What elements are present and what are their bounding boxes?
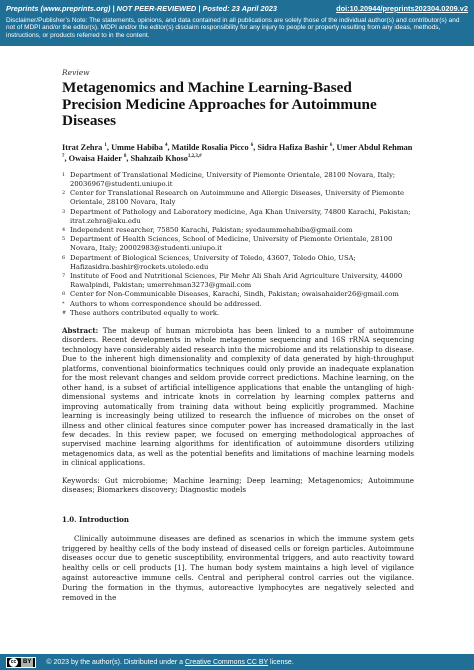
section-heading: 1.0. Introduction (62, 514, 129, 524)
author-affiliation-mark: 6 (329, 143, 333, 149)
author-affiliation-mark: 1,2,3,# (187, 154, 202, 160)
article-title: Metagenomics and Machine Learning-Based Precision Medicine Approaches for Autoimmune Diseases (62, 79, 377, 130)
abstract (62, 326, 414, 468)
affiliation-text: Center for Non-Communicable Diseases, Karachi, Sindh, Pakistan; owaisahaider26@gmail.com (70, 290, 399, 299)
affiliation-number: * (62, 300, 65, 307)
affiliation-item (62, 309, 414, 318)
affiliation-number: 4 (62, 227, 66, 233)
author-affiliation-mark: 4 (165, 143, 168, 149)
abstract-text: The makeup of human microbiota has been linked to a number of autoimmune disorders. Recent developments in whole metagenome sequencing and 16S rRNA sequencing technology have considerably aided research into the microbiome and its relationship to disease. Due to the inherent high dimensionality and complexity of data generated by high-throughput platforms, conventional bioinformatics techniques could only provide an inadequate explanation for the most relevant changes and seldom provide correct predictions. Machine learning, on the other hand, is a subset of artificial intelligence applications that enable the untangling of high-dimensional systems and intricate knots in correlation by learning complex patterns and improving automatically from training data without being explicitly programmed. Machine learning is increasingly being utilized to research the influence of microbes on the onset of illness and other clinical features since computer power has increased dramatically in the last few decades. In this review paper, we focused on emerging methodological approaches of supervised machine learning algorithms for identification of autoimmune disorders utilizing metagenomics data, as well as the potential benefits and limitations of machine learning models in clinical applications. (62, 326, 414, 468)
license-prefix: © 2023 by the author(s). Distributed under a (46, 658, 185, 666)
affiliation-text: Institute of Food and Nutritional Sciences, Pir Mehr Ali Shah Arid Agriculture University, 44000 Rawalpindi, Pakistan; umerrehman3273@gmail.com (70, 272, 403, 290)
license-footer (0, 654, 474, 670)
affiliation-text: Authors to whom correspondence should be addressed. (70, 299, 262, 308)
author-affiliation-mark: 8 (123, 154, 127, 160)
affiliation-number: 2 (62, 190, 66, 197)
by-label: BY (23, 659, 32, 665)
affiliation-text: Department of Pathology and Laboratory medicine, Aga Khan University, 74800 Karachi, Pakistan; itrat.zehra@aku.edu (70, 207, 411, 225)
affiliation-number: 1 (62, 171, 66, 178)
preprint-info: Preprints (www.preprints.org) | NOT PEER-REVIEWED | Posted: 23 April 2023 (6, 3, 277, 13)
author-name: Umer Abdul Rehman (336, 142, 413, 152)
affiliation-text: Department of Health Sciences, School of Medicine, University of Piemonte Orientale, 28100 Novara, Italy; 20002983@studenti.uniupo.it (70, 235, 393, 253)
article-content (62, 68, 414, 602)
author-affiliation-mark: 1 (104, 143, 107, 149)
author-name: Sidra Hafiza Bashir (257, 142, 328, 152)
author-name: Matilde Rosalia Picco (171, 142, 249, 152)
affiliation-number: 5 (62, 236, 66, 243)
affiliation-item (62, 208, 414, 226)
cc-by-badge-icon[interactable] (6, 657, 36, 668)
affiliation-item (62, 189, 414, 207)
affiliation-text: Department of Translational Medicine, University of Piemonte Orientale, 28100 Novara, Italy; 20036967@studenti.uniupo.it (70, 170, 396, 188)
keywords: Keywords: Gut microbiome; Machine learning; Deep learning; Metagenomics; Autoimmune diseases; Biomarkers discovery; Diagnostic models (62, 475, 414, 495)
license-text (46, 659, 293, 666)
affiliation-item (62, 235, 414, 253)
affiliation-item (62, 272, 414, 290)
author-name: Owaisa Haider (68, 154, 122, 164)
affiliation-text: These authors contributed equally to work. (70, 308, 220, 317)
author-name: Itrat Zehra (62, 142, 103, 152)
affiliation-number: 3 (62, 208, 66, 215)
author-name: Umme Habiba (111, 142, 163, 152)
author-name: Shahzaib Khoso (130, 154, 188, 164)
affiliation-list (62, 171, 414, 318)
affiliation-text: Independent researcher, 75850 Karachi, Pakistan; syedaummehabiba@gmail.com (70, 226, 353, 234)
affiliation-item (62, 300, 414, 309)
affiliation-text: Department of Biological Sciences, University of Toledo, 43607, Toledo Ohio, USA; Hafizasidra.bashir@rockets.utoledo.edu (70, 253, 356, 271)
license-suffix: license. (268, 658, 294, 666)
affiliation-item (62, 226, 414, 235)
license-link[interactable]: Creative Commons CC BY (184, 658, 269, 666)
author-affiliation-mark: 6 (250, 143, 254, 149)
cc-circle-icon: cc (10, 659, 17, 665)
author-list: Itrat Zehra $^1$, Umme Habiba $^4$, Matilde Rosalia Picco $^6$, Sidra Hafiza Bashir $^6$, Umer Abdul Rehman $^7$, Owaisa Haider $^8$, Shahzaib Khoso$^{1,2,3,\#}$ (62, 142, 413, 164)
publisher-disclaimer: Disclaimer/Publisher’s Note: The statements, opinions, and data contained in all publications are solely those of the individual author(s) and contributor(s) and not of MDPI and/or the editor(s). MDPI and/or the editor(s) disclaim responsibility for any injury to people or property resulting from any ideas, methods, instructions, or products referred to in the content. (0, 16, 474, 46)
author-affiliation-mark: 7 (62, 154, 65, 160)
affiliation-item (62, 290, 414, 299)
affiliation-text: Center for Translational Research on Autoimmune and Allergic Diseases, University of Piemonte Orientale, 28100 Novara, Italy (70, 189, 404, 207)
preprint-header-bar (0, 0, 474, 16)
doi-link[interactable]: doi:10.20944/preprints202304.0209.v2 (336, 3, 468, 13)
affiliation-number: 6 (62, 254, 66, 261)
abstract-label: Abstract: (62, 326, 99, 336)
intro-paragraph: Clinically autoimmune diseases are defined as scenarios in which the immune system gets triggered by healthy cells of the body instead of diseased cells or foreign particles. Autoimmune diseases occur due to genetic susceptibility, environmental triggers, and auto reactivity toward healthy cells or cell products [1]. The human body system maintains a high level of vigilance against autoreactive immune cells. Central and peripheral control carries out the vigilance. During the formation in the thymus, autoreactive lymphocytes are negatively selected and removed in the (62, 533, 414, 602)
affiliation-item (62, 254, 414, 272)
affiliation-number: 7 (62, 273, 66, 280)
affiliation-item (62, 171, 414, 189)
article-type: Review (62, 68, 90, 77)
affiliation-number: 8 (62, 291, 66, 298)
affiliation-number: # (62, 309, 67, 316)
